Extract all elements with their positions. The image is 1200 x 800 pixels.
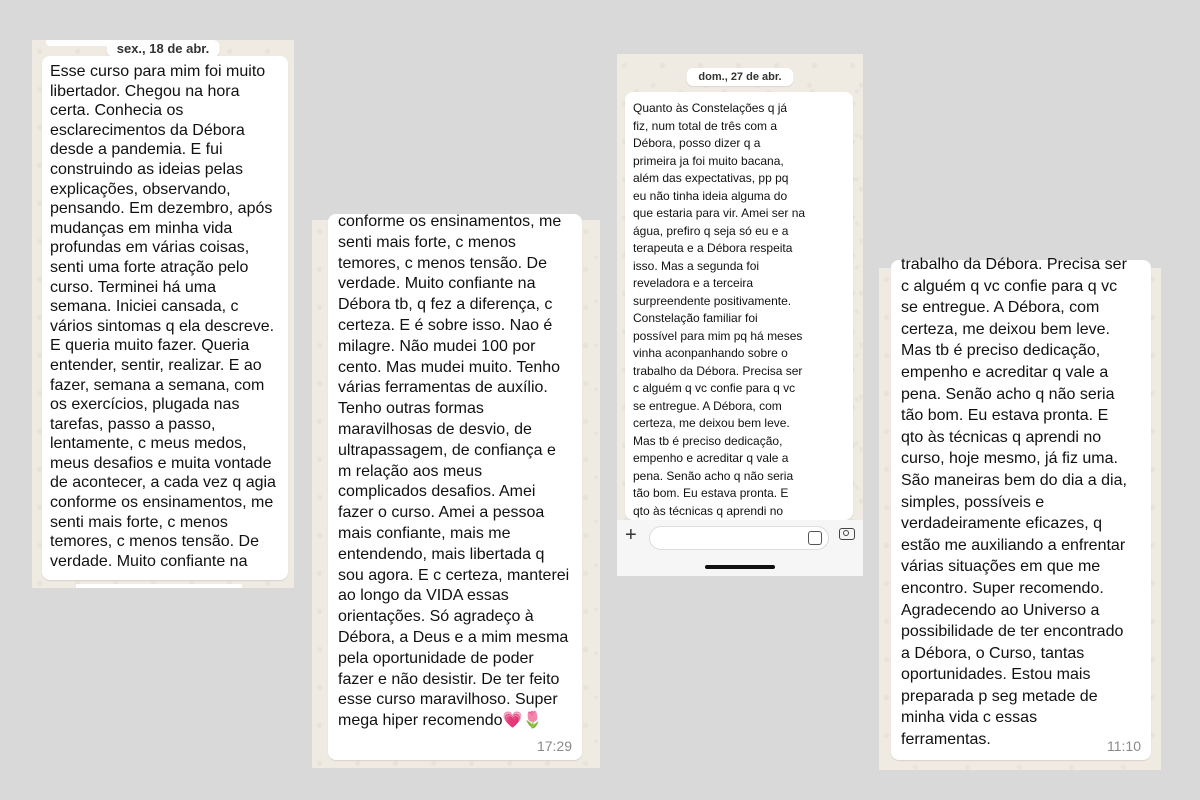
chat-screenshot-1 (32, 40, 294, 588)
message-text: Esse curso para mim foi muito libertador. Chegou na hora certa. Conhecia os esclarecimentos da Débora desde a pandemia. E fui construindo as ideias pelas explicações, observando, pensando. Em dezembro, após mudanças em minha vida profundas em várias coisas, senti uma forte atração pelo curso. Terminei há uma semana. Iniciei cansada, c vários sintomas q ela descreve. E queria muito fazer. Queria entender, sentir, realizar. E ao fazer, semana a semana, com os exercícios, plugada nas tarefas, passo a passo, lentamente, c meus medos, meus desafios e muita vontade de acontecer, a cada vez q agia conforme os ensinamentos, me senti mais forte, c menos temores, c menos tensão. De verdade. Muito confiante na (50, 63, 276, 570)
message-input-bar (617, 520, 863, 576)
home-indicator (705, 565, 775, 569)
next-bubble-edge (76, 584, 242, 588)
message-bubble[interactable] (42, 56, 288, 580)
sticker-icon[interactable] (808, 531, 822, 545)
plus-icon[interactable]: + (625, 524, 637, 546)
message-bubble[interactable] (891, 256, 1151, 760)
message-text: trabalho da Débora. Precisa ser c alguém q vc confie para q vc se entregue. A Débora, com certeza, me deixou bem leve. Mas tb é preciso dedicação, empenho e acreditar q vale a pena. Senão acho q não seria tão bom. Eu estava pronta. E qto às técnicas q aprendi no curso, hoje mesmo, já fiz uma. São maneiras bem do dia a dia, simples, possíveis e verdadeiramente eficazes, q estão me auxiliando a enfrentar várias situações em que me encontro. Super recomendo. Agradecendo ao Universo a possibilidade de ter encontrado a Débora, o Curso, tantas oportunidades. Estou mais preparada p seg metade de minha vida c essas ferramentas. (901, 256, 1127, 749)
message-text: conforme os ensinamentos, me senti mais forte, c menos temores, c menos tensão. De verdade. Muito confiante na Débora tb, q fez a diferença, c certeza. E é sobre isso. Nao é milagre. Não mudei 100 por cento. Mas mudei muito. Tenho várias ferramentas de auxílio. Tenho outras formas maravilhosas de desvio, de ultrapassagem, de confiança e m relação aos meus complicados desafios. Amei fazer o curso. Amei a pessoa mais confiante, mais me entendendo, mais libertada q sou agora. E c certeza, manterei ao longo da VIDA essas orientações. Só agradeço à Débora, a Deus e a mim mesma pela oportunidade de poder fazer e não desistir. De ter feito esse curso maravilhoso. Super mega hiper recomendo💗🌷 (338, 213, 570, 730)
chat-screenshot-4 (879, 256, 1161, 770)
chat-screenshot-3 (617, 54, 863, 576)
message-text: Quanto às Constelações q já fiz, num total de três com a Débora, posso dizer q a primeira ja foi muito bacana, além das expectativas, pp pq eu não tinha ideia alguma do que estaria para vir. Amei ser na água, prefiro q seja só eu e a terapeuta e a Débora respeita isso. Mas a segunda foi reveladora e a terceira surpreendente positivamente. Constelação familiar foi possível para mim pq há meses vinha aconpanhando sobre o trabalho da Débora. Precisa ser c alguém q vc confie para q vc se entregue. A Débora, com certeza, me deixou bem leve. Mas tb é preciso dedicação, empenho e acreditar q vale a pena. Senão acho q não seria tão bom. Eu estava pronta. E qto às técnicas q aprendi no (633, 101, 806, 518)
message-bubble[interactable] (328, 214, 582, 760)
message-bubble[interactable] (625, 92, 853, 520)
camera-icon[interactable] (839, 528, 855, 540)
chat-screenshot-2 (312, 213, 600, 768)
date-chip: sex., 18 de abr. (107, 40, 220, 57)
message-time: 11:10 (1107, 738, 1141, 754)
message-input[interactable] (649, 526, 829, 550)
date-chip: dom., 27 de abr. (686, 68, 793, 86)
message-time: 17:29 (536, 738, 572, 754)
